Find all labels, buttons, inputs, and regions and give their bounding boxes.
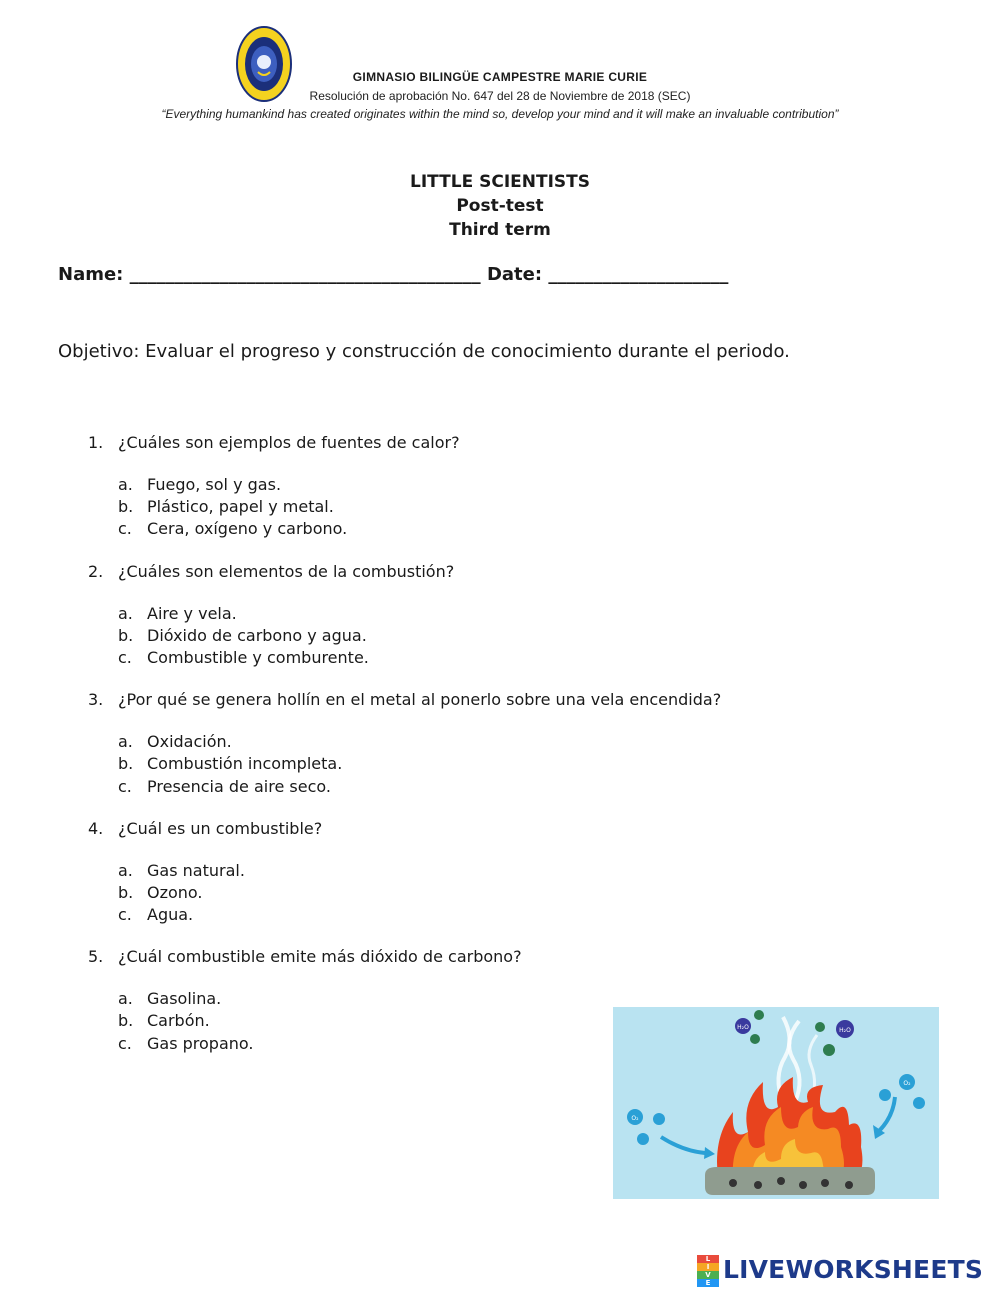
option-text: Oxidación. [147,732,232,752]
question-number: 2. [88,561,104,581]
question-spacer [88,798,768,819]
name-date-row [58,264,728,285]
option-letter: c. [118,647,132,667]
option-letter: c. [118,776,132,796]
option-text: Cera, oxígeno y carbono. [147,519,348,539]
badge-letter: I [697,1263,719,1271]
answer-option[interactable] [118,731,768,753]
answer-option[interactable] [118,518,768,540]
worksheet-title [0,170,1000,242]
answer-option[interactable] [118,603,768,625]
option-letter: c. [118,1033,132,1053]
answer-option[interactable] [118,647,768,669]
option-letter: c. [118,905,132,925]
question-number: 1. [88,433,104,452]
question-text: ¿Cuáles son elementos de la combustión? [118,561,455,581]
option-text: Ozono. [147,882,203,902]
molecule-h2o-left: H₂O [737,1024,749,1031]
option-letter: b. [118,1011,134,1031]
option-letter: c. [118,519,132,539]
option-letter: a. [118,603,133,623]
option-letter: b. [118,882,134,902]
badge-letter: V [697,1271,719,1279]
question-2 [88,562,768,670]
option-letter: b. [118,625,134,645]
molecule-o2-1: O₂ [631,1115,639,1122]
question-number: 4. [88,818,104,838]
option-text: Agua. [147,905,194,925]
answer-option[interactable] [118,904,768,926]
title-line-3: Third term [449,220,551,240]
molecule-o2-2: O₂ [903,1080,911,1087]
title-line-1: LITTLE SCIENTISTS [410,172,590,192]
question-3 [88,690,768,798]
question-text: ¿Cuáles son ejemplos de fuentes de calor? [118,433,460,452]
option-letter: a. [118,989,133,1009]
resolution-text: Resolución de aprobación No. 647 del 28 de Noviembre de 2018 (SEC) [309,89,691,103]
answer-option[interactable] [118,625,768,647]
option-letter: b. [118,497,134,517]
question-text: ¿Por qué se genera hollín en el metal al ponerlo sobre una vela encendida? [118,690,722,710]
option-text: Fuego, sol y gas. [147,475,282,494]
question-spacer [88,669,768,690]
question-number: 5. [88,947,104,967]
option-text: Plástico, papel y metal. [147,497,334,517]
answer-option[interactable] [118,753,768,775]
school-motto: “Everything humankind has created originates within the mind so, develop your mind and it will make an invaluable contribution” [161,107,839,121]
option-letter: a. [118,732,133,752]
name-label: Name: [58,264,124,285]
question-text: ¿Cuál es un combustible? [118,818,323,838]
option-letter: a. [118,475,133,494]
option-text: Aire y vela. [147,603,237,623]
molecule-h2o-right: H₂O [839,1027,851,1034]
option-text: Combustión incompleta. [147,754,343,774]
option-text: Presencia de aire seco. [147,776,331,796]
answer-option[interactable] [118,496,768,518]
option-text: Gasolina. [147,989,222,1009]
question-4 [88,819,768,927]
badge-letter: L [697,1255,719,1263]
question-number: 3. [88,690,104,710]
date-field[interactable]: ____________________ [548,264,729,285]
brand-name: LIVEWORKSHEETS [723,1254,984,1284]
question-spacer [88,926,768,947]
name-field[interactable]: _______________________________________ [129,264,481,285]
question-1 [88,433,768,541]
option-text: Dióxido de carbono y agua. [147,625,367,645]
option-letter: a. [118,860,133,880]
option-text: Combustible y comburente. [147,647,369,667]
live-badge-icon [697,1255,719,1287]
date-label: Date: [486,264,543,285]
answer-option[interactable] [118,882,768,904]
objective-text: Objetivo: Evaluar el progreso y construcción de conocimiento durante el periodo. [58,341,790,362]
option-letter: b. [118,754,134,774]
option-text: Carbón. [147,1011,210,1031]
option-text: Gas natural. [147,860,245,880]
answer-option[interactable] [118,776,768,798]
combustion-illustration [613,1007,939,1199]
question-list [88,433,768,1055]
question-text: ¿Cuál combustible emite más dióxido de carbono? [118,947,522,967]
answer-option[interactable] [118,860,768,882]
school-name: GIMNASIO BILINGÜE CAMPESTRE MARIE CURIE [352,70,648,84]
answer-option[interactable] [118,474,768,496]
question-spacer [88,541,768,562]
badge-letter: E [697,1279,719,1287]
liveworksheets-logo[interactable] [697,1253,983,1285]
option-text: Gas propano. [147,1033,254,1053]
title-line-2: Post-test [456,196,544,216]
